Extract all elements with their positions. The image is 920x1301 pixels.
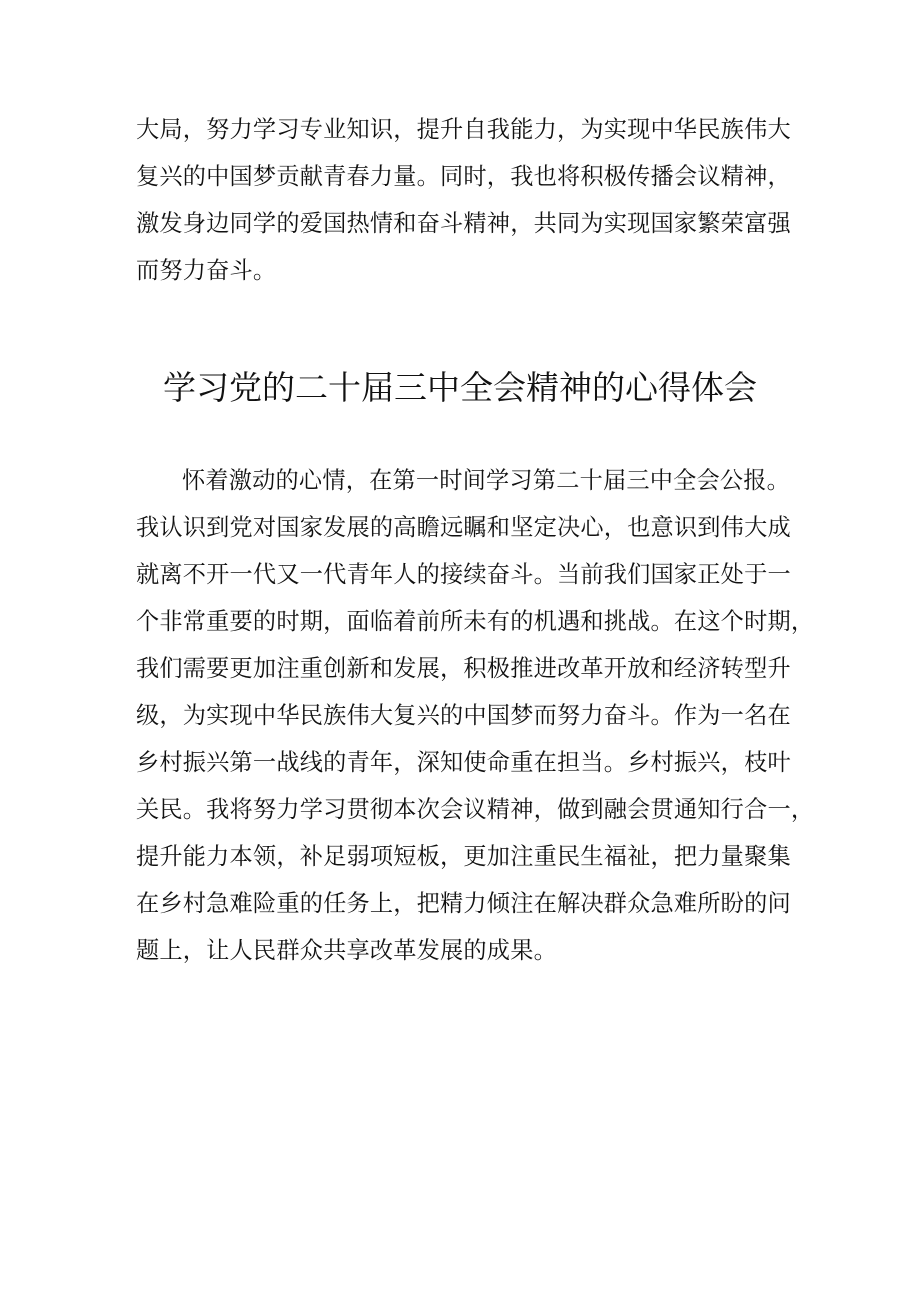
paragraph-line: 提升能力本领，补足弱项短板，更加注重民生福祉，把力量聚集 <box>136 843 791 870</box>
paragraph-line: 复兴的中国梦贡献青春力量。同时，我也将积极传播会议精神， <box>136 163 791 190</box>
paragraph-line: 大局，努力学习专业知识，提升自我能力，为实现中华民族伟大 <box>136 116 791 143</box>
paragraph-line: 题上，让人民群众共享改革发展的成果。 <box>136 937 557 964</box>
paragraph-line: 关民。我将努力学习贯彻本次会议精神，做到融会贯通知行合一， <box>136 796 815 823</box>
paragraph-line: 个非常重要的时期，面临着前所未有的机遇和挑战。在这个时期， <box>136 608 815 635</box>
paragraph-line: 我们需要更加注重创新和发展，积极推进改革开放和经济转型升 <box>136 655 791 682</box>
paragraph-line: 级，为实现中华民族伟大复兴的中国梦而努力奋斗。作为一名在 <box>136 702 791 729</box>
paragraph-line: 我认识到党对国家发展的高瞻远瞩和坚定决心，也意识到伟大成 <box>136 514 791 541</box>
paragraph-line: 乡村振兴第一战线的青年，深知使命重在担当。乡村振兴，枝叶 <box>136 749 791 776</box>
paragraph-line: 而努力奋斗。 <box>136 257 277 284</box>
paragraph-line: 怀着激动的心情，在第一时间学习第二十届三中全会公报。 <box>182 467 791 494</box>
paragraph-line: 就离不开一代又一代青年人的接续奋斗。当前我们国家正处于一 <box>136 561 791 588</box>
article-title: 学习党的二十届三中全会精神的心得体会 <box>163 368 757 407</box>
paragraph-line: 激发身边同学的爱国热情和奋斗精神，共同为实现国家繁荣富强 <box>136 210 791 237</box>
paragraph-line: 在乡村急难险重的任务上，把精力倾注在解决群众急难所盼的问 <box>136 890 791 917</box>
